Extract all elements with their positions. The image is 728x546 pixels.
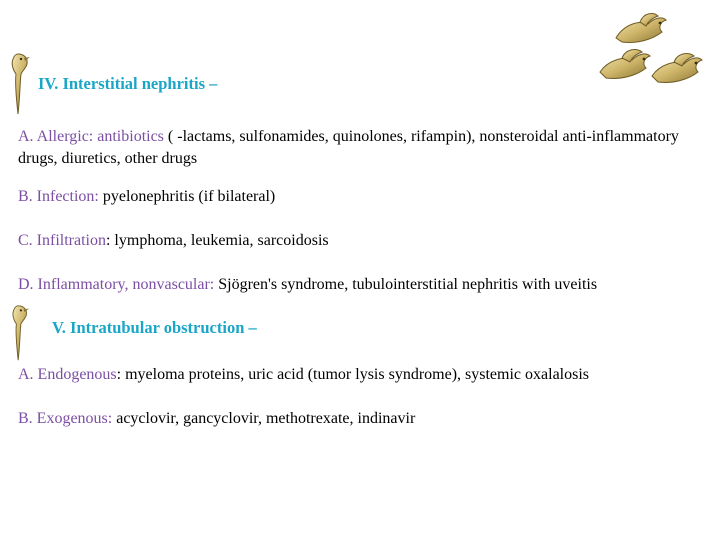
item-text: ( -lactams, sulfonamides, quinolones, rifampin), nonsteroidal anti-inflammatory drugs, diuretics, other drugs: [18, 128, 679, 167]
list-item: [18, 186, 708, 208]
item-text: Sjögren's syndrome, tubulointerstitial nephritis with uveitis: [214, 276, 598, 293]
item-text: : lymphoma, leukemia, sarcoidosis: [105, 232, 329, 249]
item-text: : myeloma proteins, uric acid (tumor lysis syndrome), systemic oxalalosis: [116, 366, 590, 383]
list-item: [18, 126, 708, 170]
item-label: B. Infection:: [18, 188, 99, 205]
list-item: [18, 364, 708, 386]
item-label: A. Allergic: antibiotics: [18, 128, 164, 145]
gold-bird-pin-icon: [8, 304, 32, 362]
gold-bird-pin-icon: [8, 52, 32, 116]
item-label: A. Endogenous: [18, 366, 117, 383]
item-label: D. Inflammatory, nonvascular:: [18, 276, 215, 293]
item-label: B. Exogenous:: [18, 410, 113, 427]
item-text: acyclovir, gancyclovir, methotrexate, indinavir: [112, 410, 416, 427]
item-label: C. Infiltration: [18, 232, 106, 249]
list-item: [18, 274, 708, 296]
gold-birds-icon: [596, 10, 708, 92]
section-heading-interstitial-nephritis: IV. Interstitial nephritis –: [38, 74, 218, 93]
list-item: [18, 408, 708, 430]
section-heading-intratubular-obstruction: V. Intratubular obstruction –: [52, 318, 257, 337]
item-text: pyelonephritis (if bilateral): [98, 188, 276, 205]
list-item: [18, 230, 708, 252]
